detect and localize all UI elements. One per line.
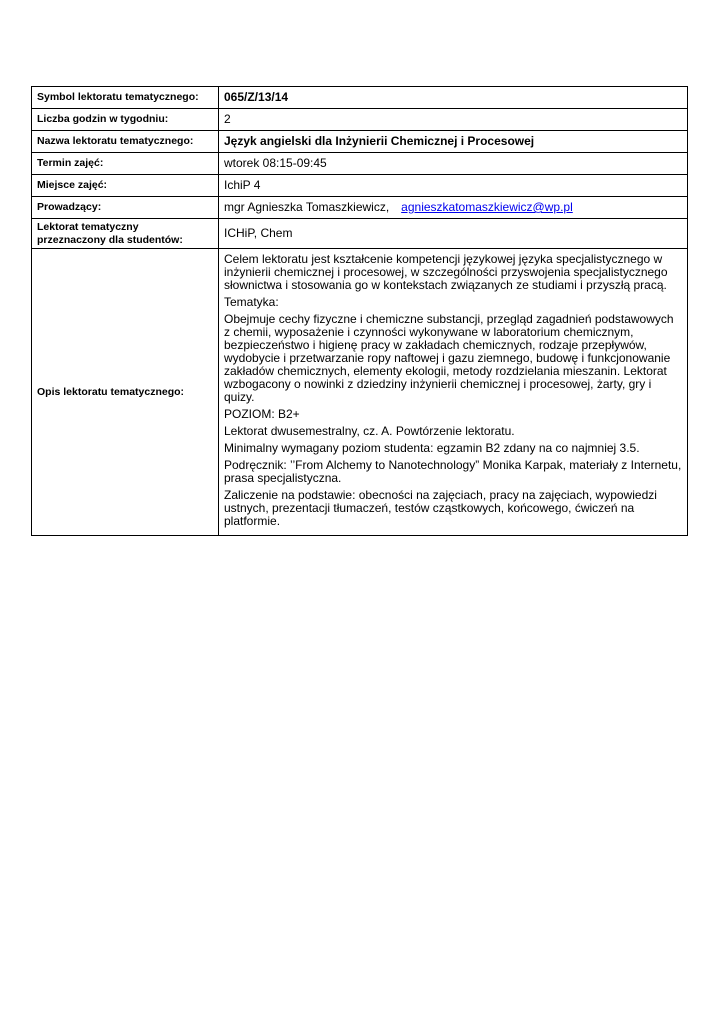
teacher-email-link[interactable]: agnieszkatomaszkiewicz@wp.pl [401,200,573,214]
row-teacher [32,197,688,219]
description-paragraph: Celem lektoratu jest kształcenie kompetencji językowej języka specjalistycznego w inżynierii chemicznej i procesowej, w szczególności przyswojenia specjalistycznego słownictwa i stosowania go w kontekstach związanych ze studiami i przyszłą pracą. [224,252,668,292]
hours-label: Liczba godzin w tygodniu: [32,109,219,131]
description-paragraph: POZIOM: B2+ [224,407,300,421]
teacher-value [219,197,688,219]
description-paragraph: Obejmuje cechy fizyczne i chemiczne substancji, przegląd zagadnień podstawowych z chemii, wyposażenie i czynności wykonywane w laboratorium chemicznym, bezpieczeństwo i higienę pracy w zakładach chemicznych, rodzaje przepływów, wydobycie i przetwarzanie ropy naftowej i gazu ziemnego, budowę i funkcjonowanie zakładów chemicznych, elementy ekologii, metody rozdzielania mieszanin. Lektorat wzbogacony o nowinki z dziedziny inżynierii chemicznej i procesowej, żarty, gry i quizy. [224,312,674,404]
place-value: IchiP 4 [219,175,688,197]
teacher-name: mgr Agnieszka Tomaszkiewicz, [224,200,390,214]
symbol-value: 065/Z/13/14 [219,87,688,109]
row-term [32,153,688,175]
symbol-label: Symbol lektoratu tematycznego: [32,87,219,109]
description-value [219,249,688,536]
row-audience [32,219,688,249]
description-paragraph: Zaliczenie na podstawie: obecności na zajęciach, pracy na zajęciach, wypowiedzi ustnych, prezentacji tłumaczeń, testów cząstkowych, końcowego, ćwiczeń na platformie. [224,488,657,528]
course-info-table [31,86,688,536]
description-paragraph: Podręcznik: ’’From Alchemy to Nanotechnology” Monika Karpak, materiały z Internetu, prasa specjalistyczna. [224,458,682,485]
term-label: Termin zajęć: [32,153,219,175]
name-label: Nazwa lektoratu tematycznego: [32,131,219,153]
term-value: wtorek 08:15-09:45 [219,153,688,175]
row-place [32,175,688,197]
row-name [32,131,688,153]
row-description [32,249,688,536]
description-paragraph: Tematyka: [224,295,279,309]
place-label: Miejsce zajęć: [32,175,219,197]
name-value: Język angielski dla Inżynierii Chemicznej i Procesowej [219,131,688,153]
audience-label-line1: Lektorat tematyczny [37,220,139,233]
row-symbol [32,87,688,109]
description-paragraph: Lektorat dwusemestralny, cz. A. Powtórzenie lektoratu. [224,424,515,438]
audience-label-line2: przeznaczony dla studentów: [37,233,183,246]
teacher-label: Prowadzący: [32,197,219,219]
description-paragraph: Minimalny wymagany poziom studenta: egzamin B2 zdany na co najmniej 3.5. [224,441,640,455]
audience-value: ICHiP, Chem [219,219,688,249]
row-hours [32,109,688,131]
hours-value: 2 [219,109,688,131]
description-label: Opis lektoratu tematycznego: [32,249,219,536]
audience-label [32,219,219,249]
